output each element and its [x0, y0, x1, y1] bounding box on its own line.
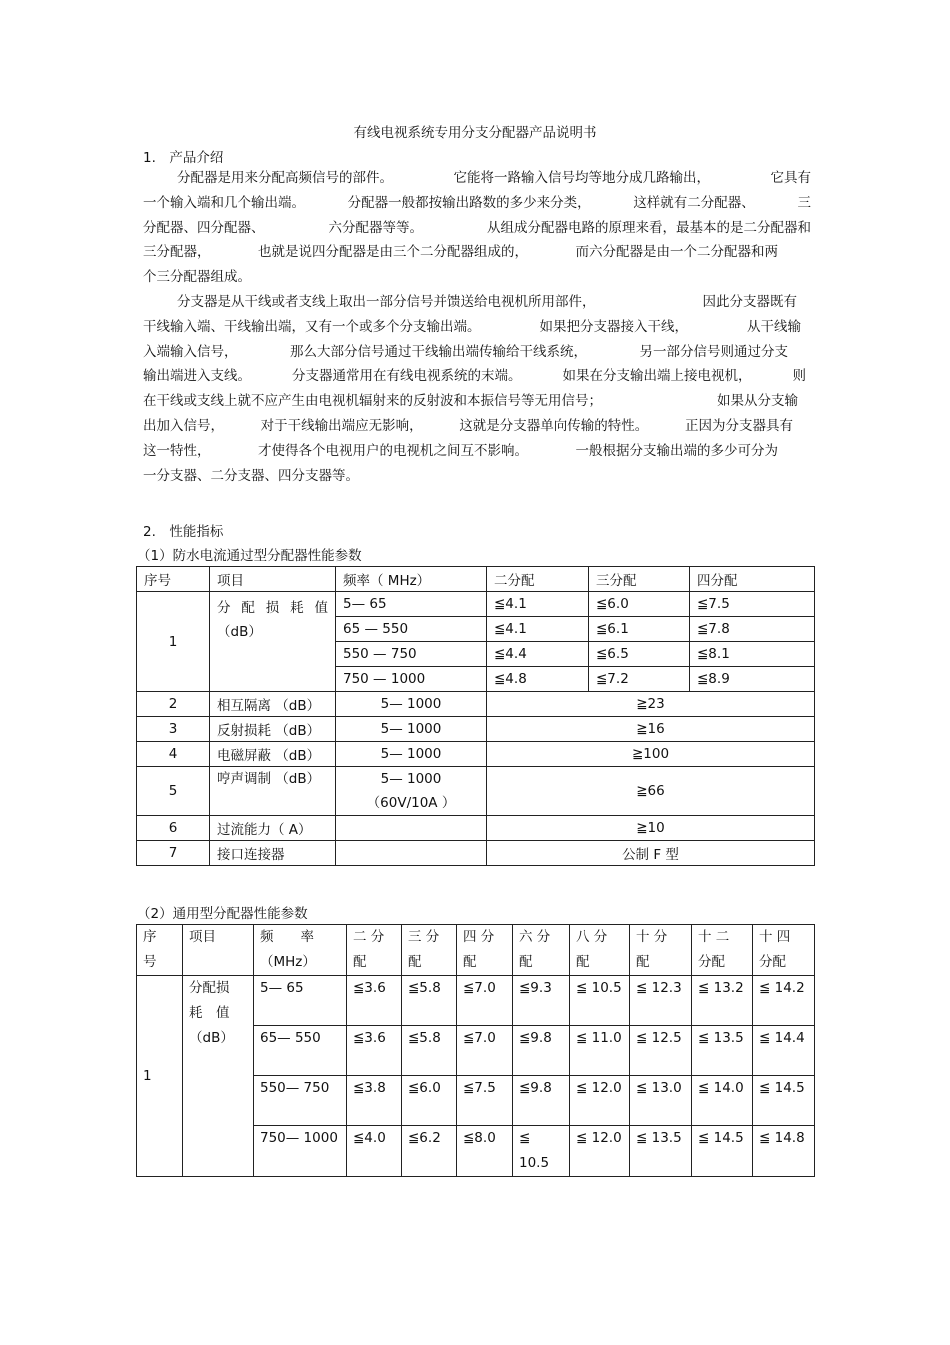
value-cell: ≦4.8	[487, 667, 589, 692]
table-header-row	[137, 925, 815, 976]
para1-line: 分配器、四分配器、 六分配器等等。 从组成分配器电路的原理来看，最基本的是二分配器和	[143, 219, 811, 236]
section1-heading: 1. 产品介绍	[143, 150, 224, 166]
value-cell: ≦ 14.5	[692, 1126, 753, 1177]
value-cell: ≦7.0	[457, 1026, 513, 1076]
freq-cell: 65 — 550	[336, 617, 487, 642]
value-cell: ≦6.2	[402, 1126, 457, 1177]
value-cell: ≦6.5	[589, 642, 690, 667]
para1-line: 分配器是用来分配高频信号的部件。 它能将一路输入信号均等地分成几路输出， 它具有	[177, 170, 811, 186]
freq-cell: 5— 1000	[336, 692, 487, 717]
row-number: 5	[137, 767, 210, 816]
table-row	[137, 592, 815, 617]
item-cell: 相互隔离 （dB）	[210, 692, 336, 717]
value-cell: ≦3.6	[347, 976, 402, 1026]
freq-cell: 750— 1000	[254, 1126, 347, 1177]
value-cell: ≦7.8	[690, 617, 815, 642]
value-cell: ≦9.8	[513, 1076, 570, 1126]
table-row	[137, 767, 815, 816]
value-cell: ≦7.2	[589, 667, 690, 692]
value-cell: ≧16	[487, 717, 815, 742]
value-cell: ≦ 12.0	[570, 1076, 630, 1126]
table-row	[137, 717, 815, 742]
header-cell: 八 分 配	[570, 925, 630, 976]
table-general-distributor	[136, 924, 815, 1177]
item-cell: 分配损 耗 值 （dB）	[183, 976, 254, 1177]
table-row	[137, 692, 815, 717]
item-cell: 接口连接器	[210, 841, 336, 866]
freq-cell: 5— 65	[254, 976, 347, 1026]
freq-cell	[336, 816, 487, 841]
item-cell: 过流能力（ A）	[210, 816, 336, 841]
freq-cell: 750 — 1000	[336, 667, 487, 692]
table-waterproof-distributor	[136, 566, 815, 866]
freq-cell: 65— 550	[254, 1026, 347, 1076]
value-cell: ≦ 11.0	[570, 1026, 630, 1076]
item-cell: 反射损耗 （dB）	[210, 717, 336, 742]
header-cell: 十 四 分配	[753, 925, 815, 976]
header-cell: 十 二 分配	[692, 925, 753, 976]
para2-line: 干线输入端、干线输出端，又有一个或多个分支输出端。 如果把分支器接入干线， 从干线输	[143, 318, 801, 335]
value-cell: ≦ 13.0	[630, 1076, 692, 1126]
table-row	[137, 742, 815, 767]
header-cell: 三分配	[589, 567, 690, 592]
value-cell: ≦3.8	[347, 1076, 402, 1126]
value-cell: ≦ 10.5	[513, 1126, 570, 1177]
header-cell: 项目	[183, 925, 254, 976]
item-cell: 电磁屏蔽 （dB）	[210, 742, 336, 767]
header-cell: 六 分 配	[513, 925, 570, 976]
freq-cell: 5— 1000	[336, 717, 487, 742]
paragraph-distributor	[143, 166, 811, 290]
freq-cell: 5— 1000	[336, 742, 487, 767]
section2-heading: 2. 性能指标	[143, 524, 224, 540]
value-cell: ≦ 12.5	[630, 1026, 692, 1076]
freq-cell: 5— 1000 （60V/10A ）	[336, 767, 487, 816]
header-cell: 四 分 配	[457, 925, 513, 976]
header-cell: 序 号	[137, 925, 183, 976]
value-cell: ≦ 12.0	[570, 1126, 630, 1177]
para1-line: 一个输入端和几个输出端。 分配器一般都按输出路数的多少来分类， 这样就有二分配器、 三	[143, 194, 811, 211]
value-cell: ≦4.0	[347, 1126, 402, 1177]
value-cell: ≧10	[487, 816, 815, 841]
para2-line: 分支器是从干线或者支线上取出一部分信号并馈送给电视机所用部件， 因此分支器既有	[177, 294, 797, 310]
value-cell: ≦9.8	[513, 1026, 570, 1076]
value-cell: ≧23	[487, 692, 815, 717]
row-number: 3	[137, 717, 210, 742]
value-cell: ≦3.6	[347, 1026, 402, 1076]
value-cell: ≦ 12.3	[630, 976, 692, 1026]
table-header-row	[137, 567, 815, 592]
para2-line: 出加入信号， 对于干线输出端应无影响， 这就是分支器单向传输的特性。 正因为分支器具有	[143, 417, 793, 434]
value-cell: ≦8.9	[690, 667, 815, 692]
value-cell: ≦ 14.8	[753, 1126, 815, 1177]
header-cell: 频 率 （MHz）	[254, 925, 347, 976]
value-cell: ≦6.0	[589, 592, 690, 617]
value-cell: ≦ 13.2	[692, 976, 753, 1026]
value-cell: ≦6.0	[402, 1076, 457, 1126]
header-cell: 序号	[137, 567, 210, 592]
value-cell: ≦5.8	[402, 1026, 457, 1076]
row-number: 7	[137, 841, 210, 866]
freq-cell	[336, 841, 487, 866]
item-cell: 分配损耗值 （dB）	[210, 592, 336, 692]
row-number: 4	[137, 742, 210, 767]
para2-line: 在干线或支线上就不应产生由电视机辐射来的反射波和本振信号等无用信号； 如果从分支输	[143, 393, 798, 410]
freq-cell: 550— 750	[254, 1076, 347, 1126]
header-cell: 三 分 配	[402, 925, 457, 976]
value-cell: ≦8.1	[690, 642, 815, 667]
value-cell: ≧66	[487, 767, 815, 816]
value-cell: ≦ 14.0	[692, 1076, 753, 1126]
value-cell: ≦ 13.5	[630, 1126, 692, 1177]
value-cell: ≦ 10.5	[570, 976, 630, 1026]
table2-caption: （2）通用型分配器性能参数	[137, 906, 308, 922]
row-number: 1	[137, 976, 183, 1177]
value-cell: ≦ 14.4	[753, 1026, 815, 1076]
para2-line: 一分支器、二分支器、四分支器等。	[143, 467, 359, 484]
value-cell: 公制 F 型	[487, 841, 815, 866]
header-cell: 二 分 配	[347, 925, 402, 976]
header-cell: 二分配	[487, 567, 589, 592]
para2-line: 输出端进入支线。 分支器通常用在有线电视系统的末端。 如果在分支输出端上接电视机， 则	[143, 368, 806, 385]
value-cell: ≦ 14.5	[753, 1076, 815, 1126]
row-number: 2	[137, 692, 210, 717]
table-row	[137, 816, 815, 841]
table-row	[137, 976, 815, 1026]
header-cell: 项目	[210, 567, 336, 592]
value-cell: ≦7.5	[457, 1076, 513, 1126]
para2-line: 入端输入信号， 那么大部分信号通过干线输出端传输给干线系统， 另一部分信号则通过分支	[143, 343, 788, 360]
value-cell: ≦8.0	[457, 1126, 513, 1177]
header-cell: 频率（ MHz）	[336, 567, 487, 592]
value-cell: ≦ 14.2	[753, 976, 815, 1026]
row-number: 6	[137, 816, 210, 841]
table1-caption: （1）防水电流通过型分配器性能参数	[137, 548, 362, 564]
value-cell: ≦5.8	[402, 976, 457, 1026]
value-cell: ≦ 13.5	[692, 1026, 753, 1076]
para1-line: 个三分配器组成。	[143, 269, 251, 286]
freq-cell: 5— 65	[336, 592, 487, 617]
value-cell: ≧100	[487, 742, 815, 767]
freq-cell: 550 — 750	[336, 642, 487, 667]
item-cell: 哼声调制 （dB）	[210, 767, 336, 816]
header-cell: 十 分 配	[630, 925, 692, 976]
value-cell: ≦6.1	[589, 617, 690, 642]
paragraph-tap	[143, 290, 811, 488]
value-cell: ≦7.0	[457, 976, 513, 1026]
row-number: 1	[137, 592, 210, 692]
value-cell: ≦7.5	[690, 592, 815, 617]
value-cell: ≦4.4	[487, 642, 589, 667]
document-title: 有线电视系统专用分支分配器产品说明书	[353, 125, 597, 141]
value-cell: ≦9.3	[513, 976, 570, 1026]
para1-line: 三分配器， 也就是说四分配器是由三个二分配器组成的， 而六分配器是由一个二分配器和两	[143, 244, 778, 261]
header-cell: 四分配	[690, 567, 815, 592]
table-row	[137, 841, 815, 866]
value-cell: ≦4.1	[487, 617, 589, 642]
value-cell: ≦4.1	[487, 592, 589, 617]
para2-line: 这一特性， 才使得各个电视用户的电视机之间互不影响。 一般根据分支输出端的多少可分为	[143, 442, 778, 459]
